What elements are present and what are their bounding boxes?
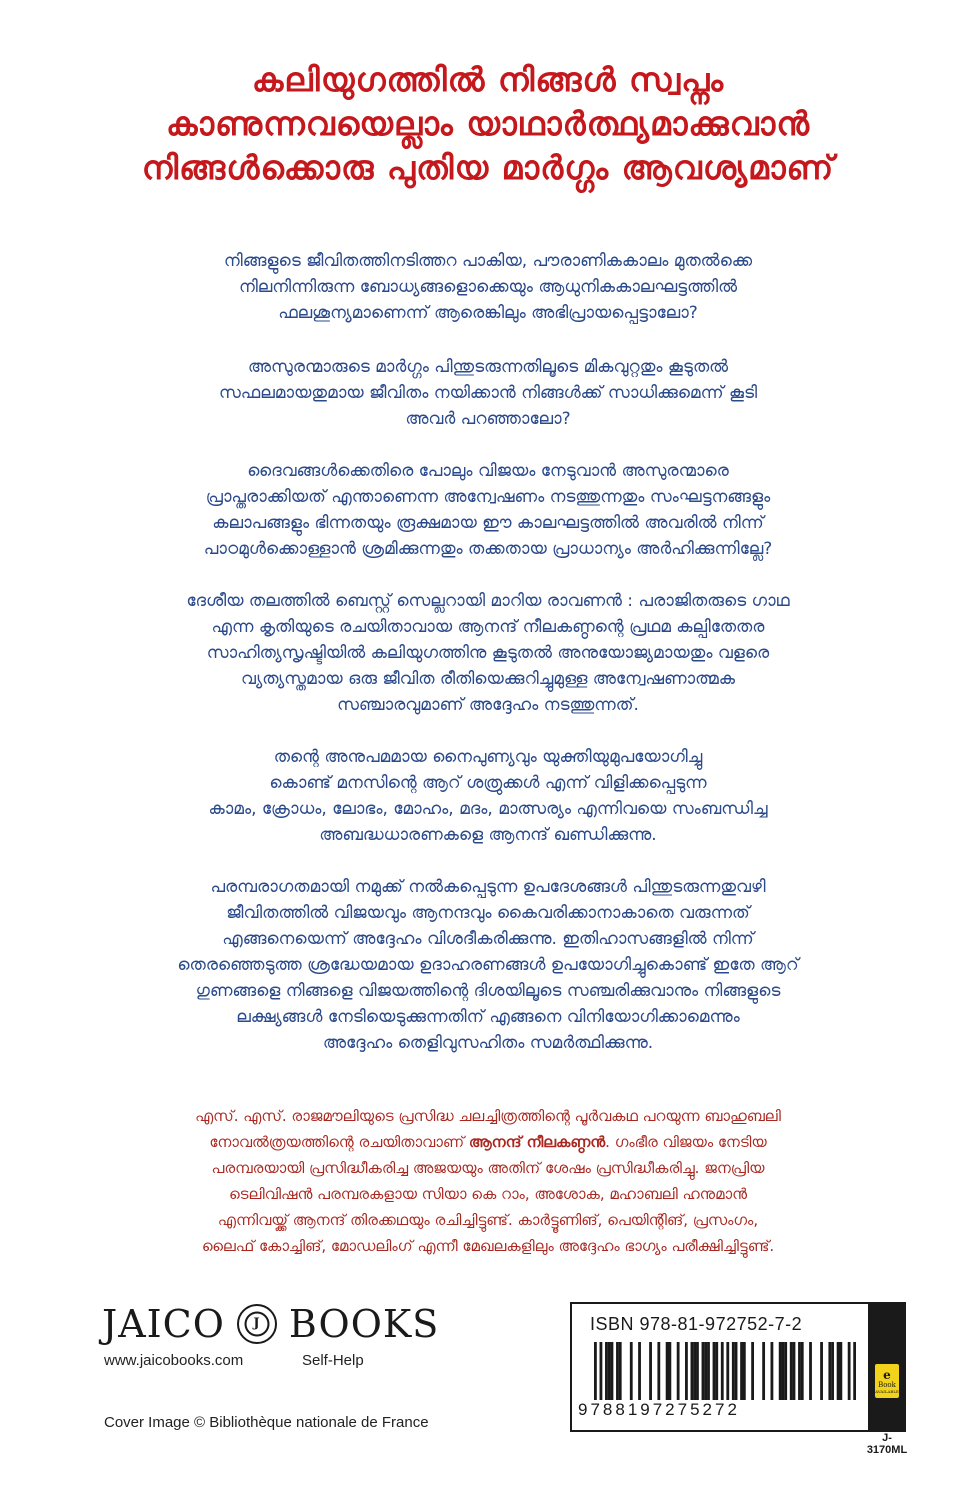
barcode-bar [809,1342,812,1400]
publisher-website: www.jaicobooks.com [104,1352,244,1369]
bio-line: ലൈഫ് കോച്ചിങ്, മോഡലിംഗ് എന്നീ മേഖലകളിലും അദ്ദേഹം ഭാഗ്യം പരീക്ഷിച്ചിട്ടുണ്ട്. [201,1237,775,1255]
barcode-box [570,1302,872,1432]
publisher-logo [102,1302,439,1346]
paragraph-line: നിങ്ങളുടെ ജീവിതത്തിനടിത്തറ പാകിയ, പൗരാണികകാലം മുതൽക്കെ [223,251,753,271]
barcode-bar [704,1342,707,1400]
catalog-code: J-3170ML [862,1432,912,1456]
paragraph-line: ദേശീയ തലത്തിൽ ബെസ്റ്റ് സെല്ലറായി മാറിയ രാവണൻ : പരാജിതരുടെ ഗാഥ [186,591,790,611]
barcode-bar [801,1342,804,1400]
paragraph-line: സഞ്ചാരവുമാണ് അദ്ദേഹം നടത്തുന്നത്. [337,695,639,715]
barcode-bar [649,1342,652,1400]
barcode-bar [837,1342,840,1400]
paragraph-line: ഗുണങ്ങളെ നിങ്ങളെ വിജയത്തിന്റെ ദിശയിലൂടെ സഞ്ചരിക്കുവാനും നിങ്ങളുടെ [195,981,781,1001]
barcode-bar [726,1342,729,1400]
barcode-bar [853,1342,856,1400]
barcode-bar [630,1342,633,1400]
publisher-name-left: JAICO [102,1302,225,1346]
barcode-bar [735,1342,738,1400]
paragraph-line: സഫലമായതുമായ ജീവിതം നയിക്കാൻ നിങ്ങൾക്ക് സാധിക്കുമെന്ന് കൂടി [218,383,758,403]
barcode-bar [696,1342,699,1400]
cover-image-credit: Cover Image © Bibliothèque nationale de France [104,1414,429,1431]
barcode-bar [715,1342,718,1400]
headline-line-1: കലിയുഗത്തിൽ നിങ്ങൾ സ്വപ്നം [251,60,725,99]
barcode-bar [594,1342,597,1400]
headline-line-3: നിങ്ങൾക്കൊരു പുതിയ മാർഗ്ഗം ആവശ്യമാണ് [141,148,835,187]
barcode-bar [605,1342,608,1400]
barcode-bar [848,1342,851,1400]
barcode-bar [638,1342,641,1400]
bio-text: . ഗംഭീര വിജയം നേടിയ [605,1133,767,1151]
paragraph-line: കലാപങ്ങളും ഭിന്നതയും രൂക്ഷമായ ഈ കാലഘട്ടത്തിൽ അവരിൽ നിന്ന് [212,513,764,533]
barcode-bar [685,1342,688,1400]
paragraph-3 [60,458,916,562]
paragraph-line: കാമം, ക്രോധം, ലോഭം, മോഹം, മദം, മാത്സര്യം എന്നിവയെ സംബന്ധിച്ച [208,799,768,819]
ebook-panel [868,1302,906,1432]
author-bio [60,1103,916,1259]
barcode-bar [793,1342,796,1400]
paragraph-1 [60,248,916,326]
barcode-bar [677,1342,680,1400]
paragraph-line: ജീവിതത്തിൽ വിജയവും ആനന്ദവും കൈവരിക്കാനാകാതെ വരുന്നത് [226,903,750,923]
bio-line: ടെലിവിഷൻ പരമ്പരകളായ സിയാ കെ റാം, അശോക, മഹാബലി ഹനുമാൻ [228,1185,748,1203]
barcode-bar [771,1342,774,1400]
barcode-bar [798,1342,801,1400]
barcode-bar [743,1342,746,1400]
isbn-label: ISBN 978-81-972752-7-2 [590,1314,803,1334]
ebook-available-icon [875,1364,899,1398]
paragraph-line: എന്ന കൃതിയുടെ രചയിതാവായ ആനന്ദ് നീലകണ്ഠന്റെ പ്രഥമ കല്പിതേതര [211,617,765,637]
paragraph-line: ലക്ഷ്യങ്ങൾ നേടിയെടുക്കുന്നതിന് എങ്ങനെ വിനിയോഗിക്കാമെന്നും [236,1007,740,1027]
barcode-bar [831,1342,834,1400]
paragraph-line: പരമ്പരാഗതമായി നമുക്ക് നൽകപ്പെടുന്ന ഉപദേശങ്ങൾ പിന്തുടരുന്നതുവഴി [210,877,766,897]
barcode-bar [762,1342,765,1400]
paragraph-line: പാഠമുൾക്കൊള്ളാൻ ശ്രമിക്കുന്നതും തക്കതായ പ്രാധാന്യം അർഹിക്കുന്നില്ലേ? [203,539,773,559]
paragraph-4 [60,588,916,718]
barcode-bar [751,1342,754,1400]
barcode-bar [790,1342,793,1400]
paragraph-line: കൊണ്ട് മനസിന്റെ ആറ് ശത്രുക്കൾ എന്ന് വിളിക്കപ്പെടുന്ന [269,773,707,793]
paragraph-5 [60,744,916,848]
paragraph-6 [60,874,916,1056]
barcode-bars [594,1342,856,1400]
barcode-bar [657,1342,660,1400]
jaico-emblem-icon [237,1304,277,1344]
genre-label: Self-Help [302,1352,364,1369]
emblem-letter: J [248,1315,266,1333]
ebook-mark: e [883,1367,891,1382]
barcode-bar [666,1342,669,1400]
barcode-bar [713,1342,716,1400]
paragraph-line: എങ്ങനെയെന്ന് അദ്ദേഹം വിശദീകരിക്കുന്നു. ഇതിഹാസങ്ങളിൽ നിന്ന് [222,929,754,949]
barcode-bar [611,1342,614,1400]
bio-line: എന്നിവയ്ക്ക് ആനന്ദ് തിരക്കഥയും രചിച്ചിട്ടുണ്ട്. കാർട്ടൂണിങ്, പെയിന്റിങ്, പ്രസംഗം, [217,1211,759,1229]
barcode-bar [691,1342,694,1400]
barcode-digits: 9788197275272 [578,1400,740,1419]
paragraph-line: അദ്ദേഹം തെളിവുസഹിതം സമർത്ഥിക്കുന്നു. [322,1033,654,1053]
bio-line: എസ്. എസ്. രാജമൗലിയുടെ പ്രസിദ്ധ ചലച്ചിത്രത്തിന്റെ പൂർവകഥ പറയുന്ന ബാഹുബലി [195,1107,781,1125]
publisher-name-right: BOOKS [288,1302,440,1346]
ebook-word: Book [878,1380,896,1389]
barcode-bar [740,1342,743,1400]
barcode-bar [619,1342,622,1400]
barcode-bar [707,1342,710,1400]
barcode-bar [839,1342,842,1400]
barcode-bar [732,1342,735,1400]
paragraph-line: അസുരന്മാരുടെ മാർഗ്ഗം പിന്തുടരുന്നതിലൂടെ മികവുറ്റതും കൂടുതൽ [247,357,729,377]
barcode-bar [608,1342,611,1400]
barcode-bar [784,1342,787,1400]
barcode-bar [616,1342,619,1400]
paragraph-line: തന്റെ അനുപമമായ നൈപുണ്യവും യുക്തിയുമുപയോഗിച്ചു [273,747,703,767]
headline-line-2: കാണുന്നവയെല്ലാം യാഥാർത്ഥ്യമാക്കുവാൻ [165,104,811,143]
bio-line [60,1129,916,1155]
bio-line: പരമ്പരയായി പ്രസിദ്ധീകരിച്ച അജയയും അതിന് ശേഷം പ്രസിദ്ധീകരിച്ചു. ജനപ്രിയ [211,1159,765,1177]
paragraph-line: അബദ്ധധാരണകളെ ആനന്ദ് ഖണ്ഡിക്കുന്നു. [319,825,657,845]
paragraph-line: നിലനിന്നിരുന്ന ബോധ്യങ്ങളൊക്കെയും ആധുനികകാലഘട്ടത്തിൽ [238,277,738,297]
paragraph-line: വ്യത്യസ്തമായ ഒരു ജീവിത രീതിയെക്കുറിച്ചുമുള്ള അന്വേഷണാത്മക [240,669,735,689]
barcode-bar [782,1342,785,1400]
headline [40,58,936,190]
paragraph-line: അവർ പറഞ്ഞാലോ? [405,409,571,429]
paragraph-line: പ്രാപ്തരാക്കിയത് എന്താണെന്ന അന്വേഷണം നടത്തുന്നതും സംഘട്ടനങ്ങളും [205,487,771,507]
ebook-available: AVAILABLE [875,1388,899,1394]
paragraph-line: തെരഞ്ഞെടുത്ത ശ്രദ്ധേയമായ ഉദാഹരണങ്ങൾ ഉപയോഗിച്ചുകൊണ്ട് ഇതേ ആറ് [177,955,799,975]
barcode-bar [828,1342,831,1400]
barcode-bar [820,1342,823,1400]
barcode-bar [600,1342,603,1400]
paragraph-line: ദൈവങ്ങൾക്കെതിരെ പോലും വിജയം നേടുവാൻ അസുരന്മാരെ [247,461,729,481]
paragraph-line: സാഹിത്യസൃഷ്ടിയിൽ കലിയുഗത്തിനു കൂടുതൽ അനുയോജ്യമായതും വളരെ [206,643,770,663]
paragraph-line: ഫലശൂന്യമാണെന്ന് ആരെങ്കിലും അഭിപ്രായപ്പെട്ടാലോ? [278,303,698,323]
barcode-bar [779,1342,782,1400]
bio-text: നോവൽത്രയത്തിന്റെ രചയിതാവാണ് [209,1133,469,1151]
paragraph-2 [60,354,916,432]
barcode-bar [721,1342,724,1400]
barcode-bar [702,1342,705,1400]
barcode-bar [693,1342,696,1400]
author-name: ആനന്ദ് നീലകണ്ഠൻ [468,1133,606,1151]
barcode-bar [668,1342,671,1400]
